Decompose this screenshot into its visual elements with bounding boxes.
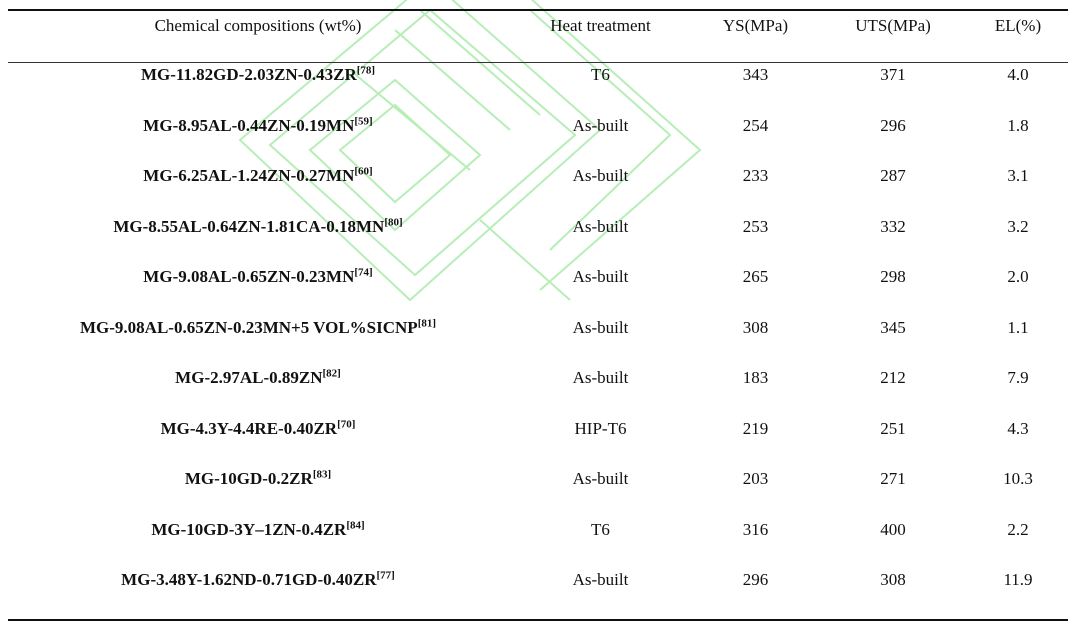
- composition-cell: MG-8.95AL-0.44ZN-0.19MN[59]: [143, 115, 373, 135]
- composition-cell: MG-2.97AL-0.89ZN[82]: [175, 367, 341, 387]
- table-row: [8, 262, 1068, 292]
- heat-treatment-cell: As-built: [572, 217, 629, 236]
- el-cell: 2.2: [1007, 520, 1029, 539]
- ys-cell: 219: [742, 419, 769, 438]
- heat-treatment-cell: As-built: [572, 267, 629, 286]
- ys-cell: 254: [742, 116, 769, 135]
- composition-cell: MG-3.48Y-1.62ND-0.71GD-0.40ZR[77]: [121, 569, 395, 589]
- table-row: [8, 565, 1068, 595]
- heat-treatment-cell: T6: [591, 65, 610, 84]
- el-cell: 4.0: [1007, 65, 1029, 84]
- ys-cell: 265: [742, 267, 769, 286]
- el-cell: 3.1: [1007, 166, 1029, 185]
- el-cell: 3.2: [1007, 217, 1029, 236]
- composition-cell: MG-4.3Y-4.4RE-0.40ZR[70]: [160, 418, 356, 438]
- ys-cell: 296: [742, 570, 769, 589]
- ys-cell: 183: [742, 368, 769, 387]
- uts-cell: 332: [880, 217, 906, 236]
- table-row: [8, 363, 1068, 393]
- table-row: [8, 515, 1068, 545]
- composition-cell: MG-6.25AL-1.24ZN-0.27MN[60]: [143, 165, 373, 185]
- table-row: [8, 464, 1068, 494]
- ys-cell: 203: [742, 469, 769, 488]
- table-row: [8, 60, 1068, 90]
- composition-cell: MG-8.55AL-0.64ZN-1.81CA-0.18MN[80]: [113, 216, 403, 236]
- ys-cell: 316: [742, 520, 769, 539]
- composition-cell: MG-9.08AL-0.65ZN-0.23MN[74]: [143, 266, 373, 286]
- el-cell: 11.9: [1003, 570, 1033, 589]
- heat-treatment-cell: T6: [591, 520, 610, 539]
- table-row: [8, 212, 1068, 242]
- el-cell: 1.1: [1007, 318, 1029, 337]
- header-el: EL(%): [994, 16, 1042, 35]
- composition-cell: MG-9.08AL-0.65ZN-0.23MN+5 VOL%SICNP[81]: [79, 317, 437, 337]
- uts-cell: 271: [880, 469, 906, 488]
- table-row: [8, 313, 1068, 343]
- uts-cell: 251: [880, 419, 906, 438]
- el-cell: 4.3: [1007, 419, 1029, 438]
- el-cell: 1.8: [1007, 116, 1029, 135]
- el-cell: 10.3: [1003, 469, 1033, 488]
- uts-cell: 287: [880, 166, 906, 185]
- heat-treatment-cell: HIP-T6: [574, 419, 627, 438]
- header-heat-treatment: Heat treatment: [550, 16, 651, 35]
- composition-cell: MG-10GD-0.2ZR[83]: [184, 468, 332, 488]
- heat-treatment-cell: As-built: [572, 570, 629, 589]
- table-bottom-rule: [8, 619, 1068, 621]
- table-row: [8, 414, 1068, 444]
- uts-cell: 296: [880, 116, 906, 135]
- heat-treatment-cell: As-built: [572, 318, 629, 337]
- table-row: [8, 111, 1068, 141]
- table-row: [8, 161, 1068, 191]
- heat-treatment-cell: As-built: [572, 469, 629, 488]
- header-uts: UTS(MPa): [855, 16, 931, 35]
- heat-treatment-cell: As-built: [572, 116, 629, 135]
- ys-cell: 253: [742, 217, 769, 236]
- uts-cell: 400: [880, 520, 906, 539]
- uts-cell: 298: [880, 267, 906, 286]
- table-header-row: [8, 11, 1068, 41]
- header-composition: Chemical compositions (wt%): [154, 16, 362, 35]
- composition-cell: MG-11.82GD-2.03ZN-0.43ZR[78]: [140, 64, 376, 84]
- el-cell: 7.9: [1007, 368, 1029, 387]
- composition-cell: MG-10GD-3Y–1ZN-0.4ZR[84]: [151, 519, 365, 539]
- uts-cell: 371: [880, 65, 906, 84]
- ys-cell: 308: [742, 318, 769, 337]
- heat-treatment-cell: As-built: [572, 166, 629, 185]
- ys-cell: 343: [742, 65, 769, 84]
- uts-cell: 345: [880, 318, 906, 337]
- el-cell: 2.0: [1007, 267, 1029, 286]
- header-ys: YS(MPa): [722, 16, 789, 35]
- uts-cell: 212: [880, 368, 906, 387]
- ys-cell: 233: [742, 166, 769, 185]
- heat-treatment-cell: As-built: [572, 368, 629, 387]
- uts-cell: 308: [880, 570, 906, 589]
